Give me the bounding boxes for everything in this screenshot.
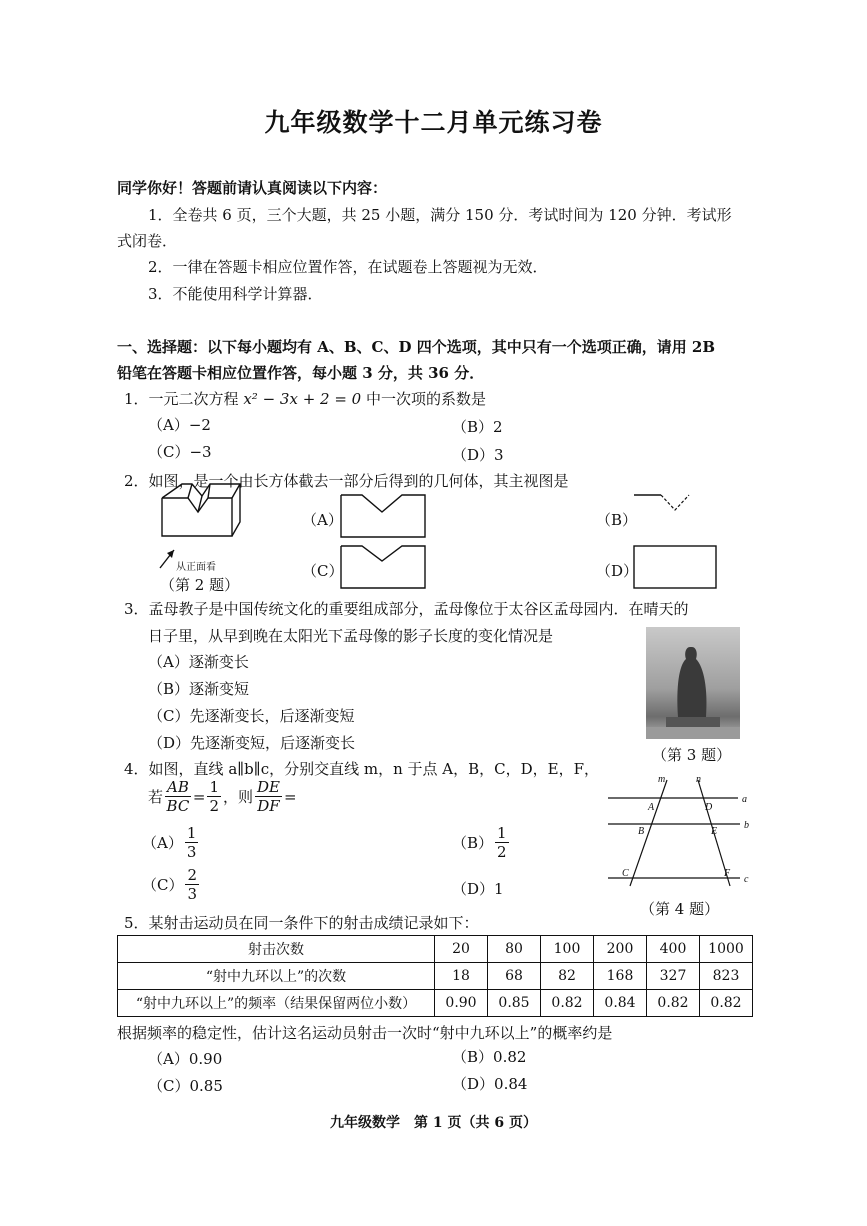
question-4-then: ，则 <box>223 788 254 806</box>
question-4-if: 若 <box>148 788 164 806</box>
table-cell: 100 <box>541 936 594 963</box>
table-cell: 0.85 <box>488 990 541 1017</box>
question-4-parallel-lines-figure <box>600 770 760 890</box>
equals-sign: = <box>284 787 297 806</box>
question-3-option-d: （D）先逐渐变短，后逐渐变长 <box>148 734 356 752</box>
intro-item-2: 2．一律在答题卡相应位置作答，在试题卷上答题视为无效． <box>148 258 548 276</box>
fraction-numerator: AB <box>167 778 189 796</box>
fraction-denominator: DF <box>257 797 280 815</box>
question-4-option-a <box>142 824 200 861</box>
question-3-text-line-2: 日子里，从早到晚在太阳光下孟母像的影子长度的变化情况是 <box>148 627 554 645</box>
option-c-fraction <box>185 866 199 903</box>
question-4-option-c <box>142 866 201 903</box>
question-2-option-b-figure <box>633 494 717 538</box>
table-cell: 0.82 <box>541 990 594 1017</box>
page-footer: 九年级数学 第 1 页（共 6 页） <box>330 1115 537 1131</box>
fraction-ab-over-bc <box>165 778 191 815</box>
shooting-record-table <box>117 935 753 1017</box>
question-2-text: 如图，是一个由长方体截去一部分后得到的几何体，其主视图是 <box>148 472 569 490</box>
question-1-number: 1． <box>124 390 149 408</box>
fraction-numerator: 2 <box>187 866 198 884</box>
option-b-fraction <box>495 824 509 861</box>
question-3-option-a: （A）逐渐变长 <box>148 653 249 671</box>
table-row <box>118 990 753 1017</box>
question-5-number: 5． <box>124 914 149 932</box>
table-row-header: “射中九环以上”的次数 <box>118 963 435 990</box>
table-cell: 82 <box>541 963 594 990</box>
question-5-option-c: （C）0.85 <box>148 1077 223 1095</box>
label-m: m <box>658 774 666 785</box>
fraction-denominator: 2 <box>209 797 219 815</box>
fraction-numerator: 1 <box>497 824 507 842</box>
table-cell: 68 <box>488 963 541 990</box>
fraction-one-half <box>207 778 221 815</box>
question-3-option-c: （C）先逐渐变长，后逐渐变短 <box>148 707 355 725</box>
question-4-stem-line-1 <box>124 758 599 779</box>
question-4-caption: （第 4 题） <box>640 900 720 918</box>
question-2-option-c-figure <box>340 545 426 589</box>
question-5-option-b: （B）0.82 <box>452 1048 527 1066</box>
label-point-d: D <box>705 802 713 813</box>
fraction-de-over-df <box>255 778 282 815</box>
label-b: b <box>744 820 749 831</box>
label-n: n <box>696 774 701 785</box>
question-2-option-d: （D） <box>596 562 639 580</box>
table-cell: 200 <box>594 936 647 963</box>
question-5-text: 某射击运动员在同一条件下的射击成绩记录如下： <box>148 914 479 932</box>
question-2-number: 2． <box>124 472 149 490</box>
table-row-header: 射击次数 <box>118 936 435 963</box>
table-cell: 1000 <box>700 936 753 963</box>
question-2-option-c: （C） <box>302 562 344 580</box>
question-1-option-c: （C）−3 <box>148 443 212 461</box>
label-a: a <box>742 794 747 805</box>
question-2-caption: （第 2 题） <box>160 576 240 594</box>
question-5-question: 根据频率的稳定性，估计这名运动员射击一次时“射中九环以上”的概率约是 <box>117 1024 613 1042</box>
table-row <box>118 963 753 990</box>
table-cell: 80 <box>488 936 541 963</box>
question-3-stem-line-1 <box>124 598 689 619</box>
question-1-option-d: （D）3 <box>452 446 504 464</box>
table-row-header: “射中九环以上”的频率（结果保留两位小数） <box>118 990 435 1017</box>
fraction-numerator: DE <box>257 778 280 796</box>
intro-item-1-line-2: 式闭卷． <box>117 232 178 250</box>
question-1-equation: x² − 3x + 2 = 0 <box>243 390 362 408</box>
page-title: 九年级数学十二月单元练习卷 <box>264 108 603 137</box>
label-c: c <box>744 874 749 885</box>
question-4-option-d: （D）1 <box>452 880 504 898</box>
fraction-denominator: 2 <box>497 843 507 861</box>
label-point-e: E <box>711 826 718 837</box>
question-2-option-d-figure <box>633 545 717 589</box>
question-1-option-b: （B）2 <box>452 418 503 436</box>
table-cell: 0.84 <box>594 990 647 1017</box>
question-5-stem <box>124 912 479 933</box>
question-1-text-pre: 一元二次方程 <box>148 390 239 408</box>
question-4-stem-line-2 <box>148 778 297 815</box>
label-point-b: B <box>638 826 645 837</box>
section-1-instruction-line-1: 一、选择题：以下每小题均有 A、B、C、D 四个选项，其中只有一个选项正确，请用 2B <box>117 338 716 356</box>
table-cell: 400 <box>647 936 700 963</box>
table-cell: 0.82 <box>700 990 753 1017</box>
option-label: （A） <box>142 834 183 852</box>
question-5-option-d: （D）0.84 <box>452 1075 528 1093</box>
question-4-text-line-1: 如图，直线 a∥b∥c，分别交直线 m，n 于点 A，B，C，D，E，F， <box>148 760 600 778</box>
question-2-view-note: 从正面看 <box>176 562 216 573</box>
question-2-option-a: （A） <box>302 511 343 529</box>
option-label: （C） <box>142 876 184 894</box>
fraction-numerator: 1 <box>186 824 197 842</box>
question-3-option-b: （B）逐渐变短 <box>148 680 250 698</box>
question-3-caption: （第 3 题） <box>652 746 732 764</box>
table-cell: 327 <box>647 963 700 990</box>
table-cell: 18 <box>435 963 488 990</box>
question-1-text-post: 中一次项的系数是 <box>366 390 487 408</box>
question-2-option-a-figure <box>340 494 426 538</box>
option-a-fraction <box>185 824 199 861</box>
question-2-option-b: （B） <box>596 511 638 529</box>
option-label: （B） <box>452 834 494 852</box>
equals-sign: = <box>192 787 206 806</box>
fraction-numerator: 1 <box>209 778 219 796</box>
intro-item-1-line-1: 1．全卷共 6 页，三个大题，共 25 小题，满分 150 分．考试时间为 120 分钟．考试形 <box>148 206 732 224</box>
question-1-option-a: （A）−2 <box>148 416 211 434</box>
intro-greeting: 同学你好！答题前请认真阅读以下内容： <box>117 179 388 197</box>
question-4-option-b <box>452 824 511 861</box>
question-1-stem <box>124 388 486 409</box>
question-5-option-a: （A）0.90 <box>148 1050 223 1068</box>
table-cell: 0.90 <box>435 990 488 1017</box>
fraction-denominator: 3 <box>187 885 198 903</box>
intro-item-3: 3．不能使用科学计算器． <box>148 285 323 303</box>
label-point-f: F <box>724 868 731 879</box>
table-cell: 20 <box>435 936 488 963</box>
question-3-statue-photo <box>646 627 740 739</box>
question-3-number: 3． <box>124 600 149 618</box>
fraction-denominator: BC <box>166 797 190 815</box>
table-cell: 168 <box>594 963 647 990</box>
table-cell: 0.82 <box>647 990 700 1017</box>
label-point-c: C <box>622 868 629 879</box>
question-3-text-line-1: 孟母教子是中国传统文化的重要组成部分，孟母像位于太谷区孟母园内．在晴天的 <box>148 600 689 618</box>
table-row <box>118 936 753 963</box>
fraction-denominator: 3 <box>186 843 197 861</box>
question-4-number: 4． <box>124 760 149 778</box>
table-cell: 823 <box>700 963 753 990</box>
section-1-instruction-line-2: 铅笔在答题卡相应位置作答，每小题 3 分，共 36 分． <box>117 364 485 382</box>
label-point-a: A <box>648 802 655 813</box>
